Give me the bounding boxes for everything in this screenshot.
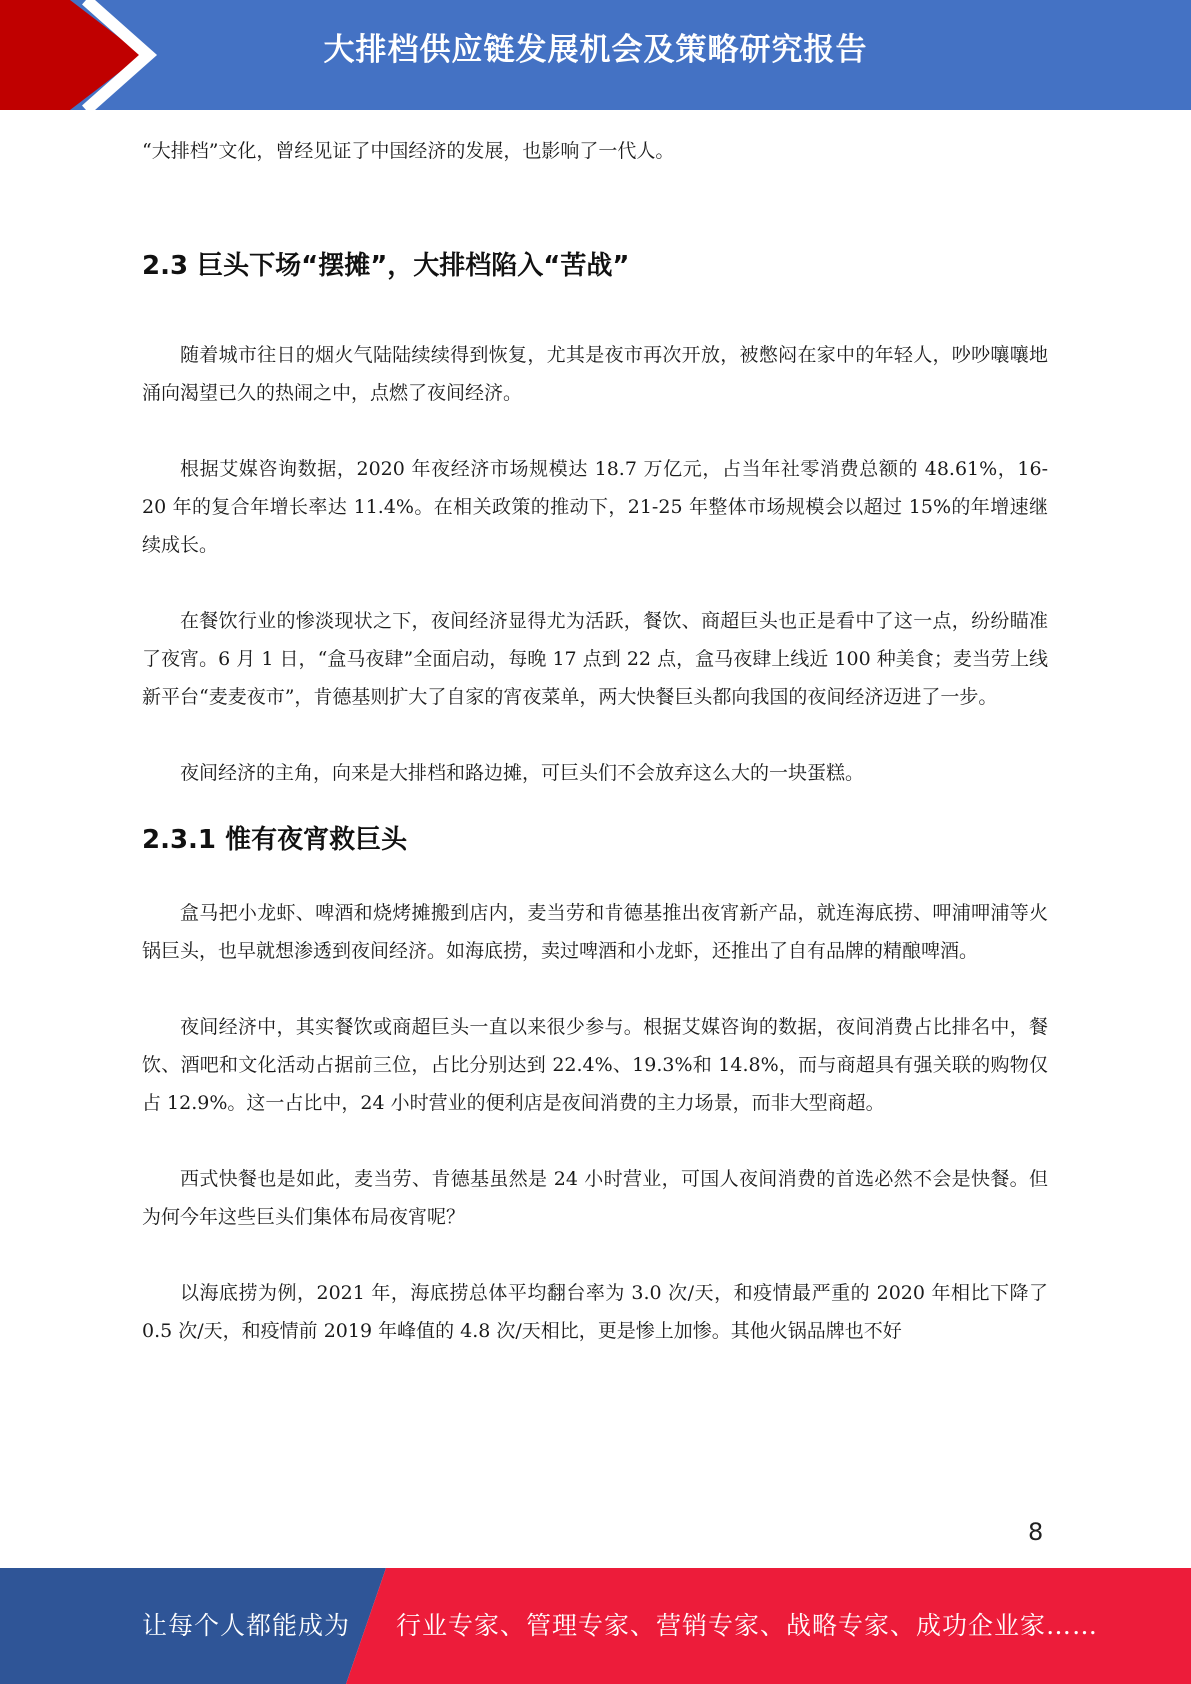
body-paragraph: 随着城市往日的烟火气陆陆续续得到恢复，尤其是夜市再次开放，被憋闷在家中的年轻人，吵吵嚷嚷地涌向渴望已久的热闹之中，点燃了夜间经济。 [142, 344, 1048, 404]
body-paragraph: 以海底捞为例，2021 年，海底捞总体平均翻台率为 3.0 次/天，和疫情最严重的 2020 年相比下降了 0.5 次/天，和疫情前 2019 年峰值的 4.8 次/天相比，更是惨上加惨。其他火锅品牌也不好 [142, 1282, 1048, 1342]
header-chevron-graphic [0, 0, 160, 110]
body-paragraph: 夜间经济的主角，向来是大排档和路边摊，可巨头们不会放弃这么大的一块蛋糕。 [180, 762, 865, 784]
header-banner [0, 0, 1191, 110]
body-paragraph: 根据艾媒咨询数据，2020 年夜经济市场规模达 18.7 万亿元，占当年社零消费总额的 48.61%，16-20 年的复合年增长率达 11.4%。在相关政策的推动下，21-25 年整体市场规模会以超过 15%的年增速继续成长。 [142, 458, 1048, 556]
section-heading: 2.3 巨头下场“摆摊”，大排档陷入“苦战” [142, 251, 630, 281]
footer-banner [0, 1568, 1191, 1684]
body-paragraph: 盒马把小龙虾、啤酒和烧烤摊搬到店内，麦当劳和肯德基推出夜宵新产品，就连海底捞、呷浦呷浦等火锅巨头，也早就想渗透到夜间经济。如海底捞，卖过啤酒和小龙虾，还推出了自有品牌的精酿啤酒。 [142, 902, 1048, 962]
intro-paragraph: “大排档”文化，曾经见证了中国经济的发展，也影响了一代人。 [142, 140, 675, 162]
body-paragraph: 西式快餐也是如此，麦当劳、肯德基虽然是 24 小时营业，可国人夜间消费的首选必然不会是快餐。但为何今年这些巨头们集体布局夜宵呢？ [142, 1168, 1048, 1228]
subsection-heading: 2.3.1 惟有夜宵救巨头 [142, 825, 408, 855]
page-content [142, 132, 1048, 1350]
footer-slogan-left: 让每个人都能成为 [142, 1611, 351, 1640]
report-title: 大排档供应链发展机会及策略研究报告 [323, 32, 868, 68]
body-paragraph: 夜间经济中，其实餐饮或商超巨头一直以来很少参与。根据艾媒咨询的数据，夜间消费占比排名中，餐饮、酒吧和文化活动占据前三位，占比分别达到 22.4%、19.3%和 14.8%，而与商超具有强关联的购物仅占 12.9%。这一占比中，24 小时营业的便利店是夜间消费的主力场景，而非大型商超。 [142, 1016, 1048, 1114]
page-number: 8 [1028, 1518, 1044, 1546]
footer-slogan-right: 行业专家、管理专家、营销专家、战略专家、成功企业家…… [396, 1611, 1099, 1640]
body-paragraph: 在餐饮行业的惨淡现状之下，夜间经济显得尤为活跃，餐饮、商超巨头也正是看中了这一点，纷纷瞄准了夜宵。6 月 1 日，“盒马夜肆”全面启动，每晚 17 点到 22 点，盒马夜肆上线近 100 种美食；麦当劳上线新平台“麦麦夜市”，肯德基则扩大了自家的宵夜菜单，两大快餐巨头都向我国的夜间经济迈进了一步。 [142, 610, 1048, 708]
